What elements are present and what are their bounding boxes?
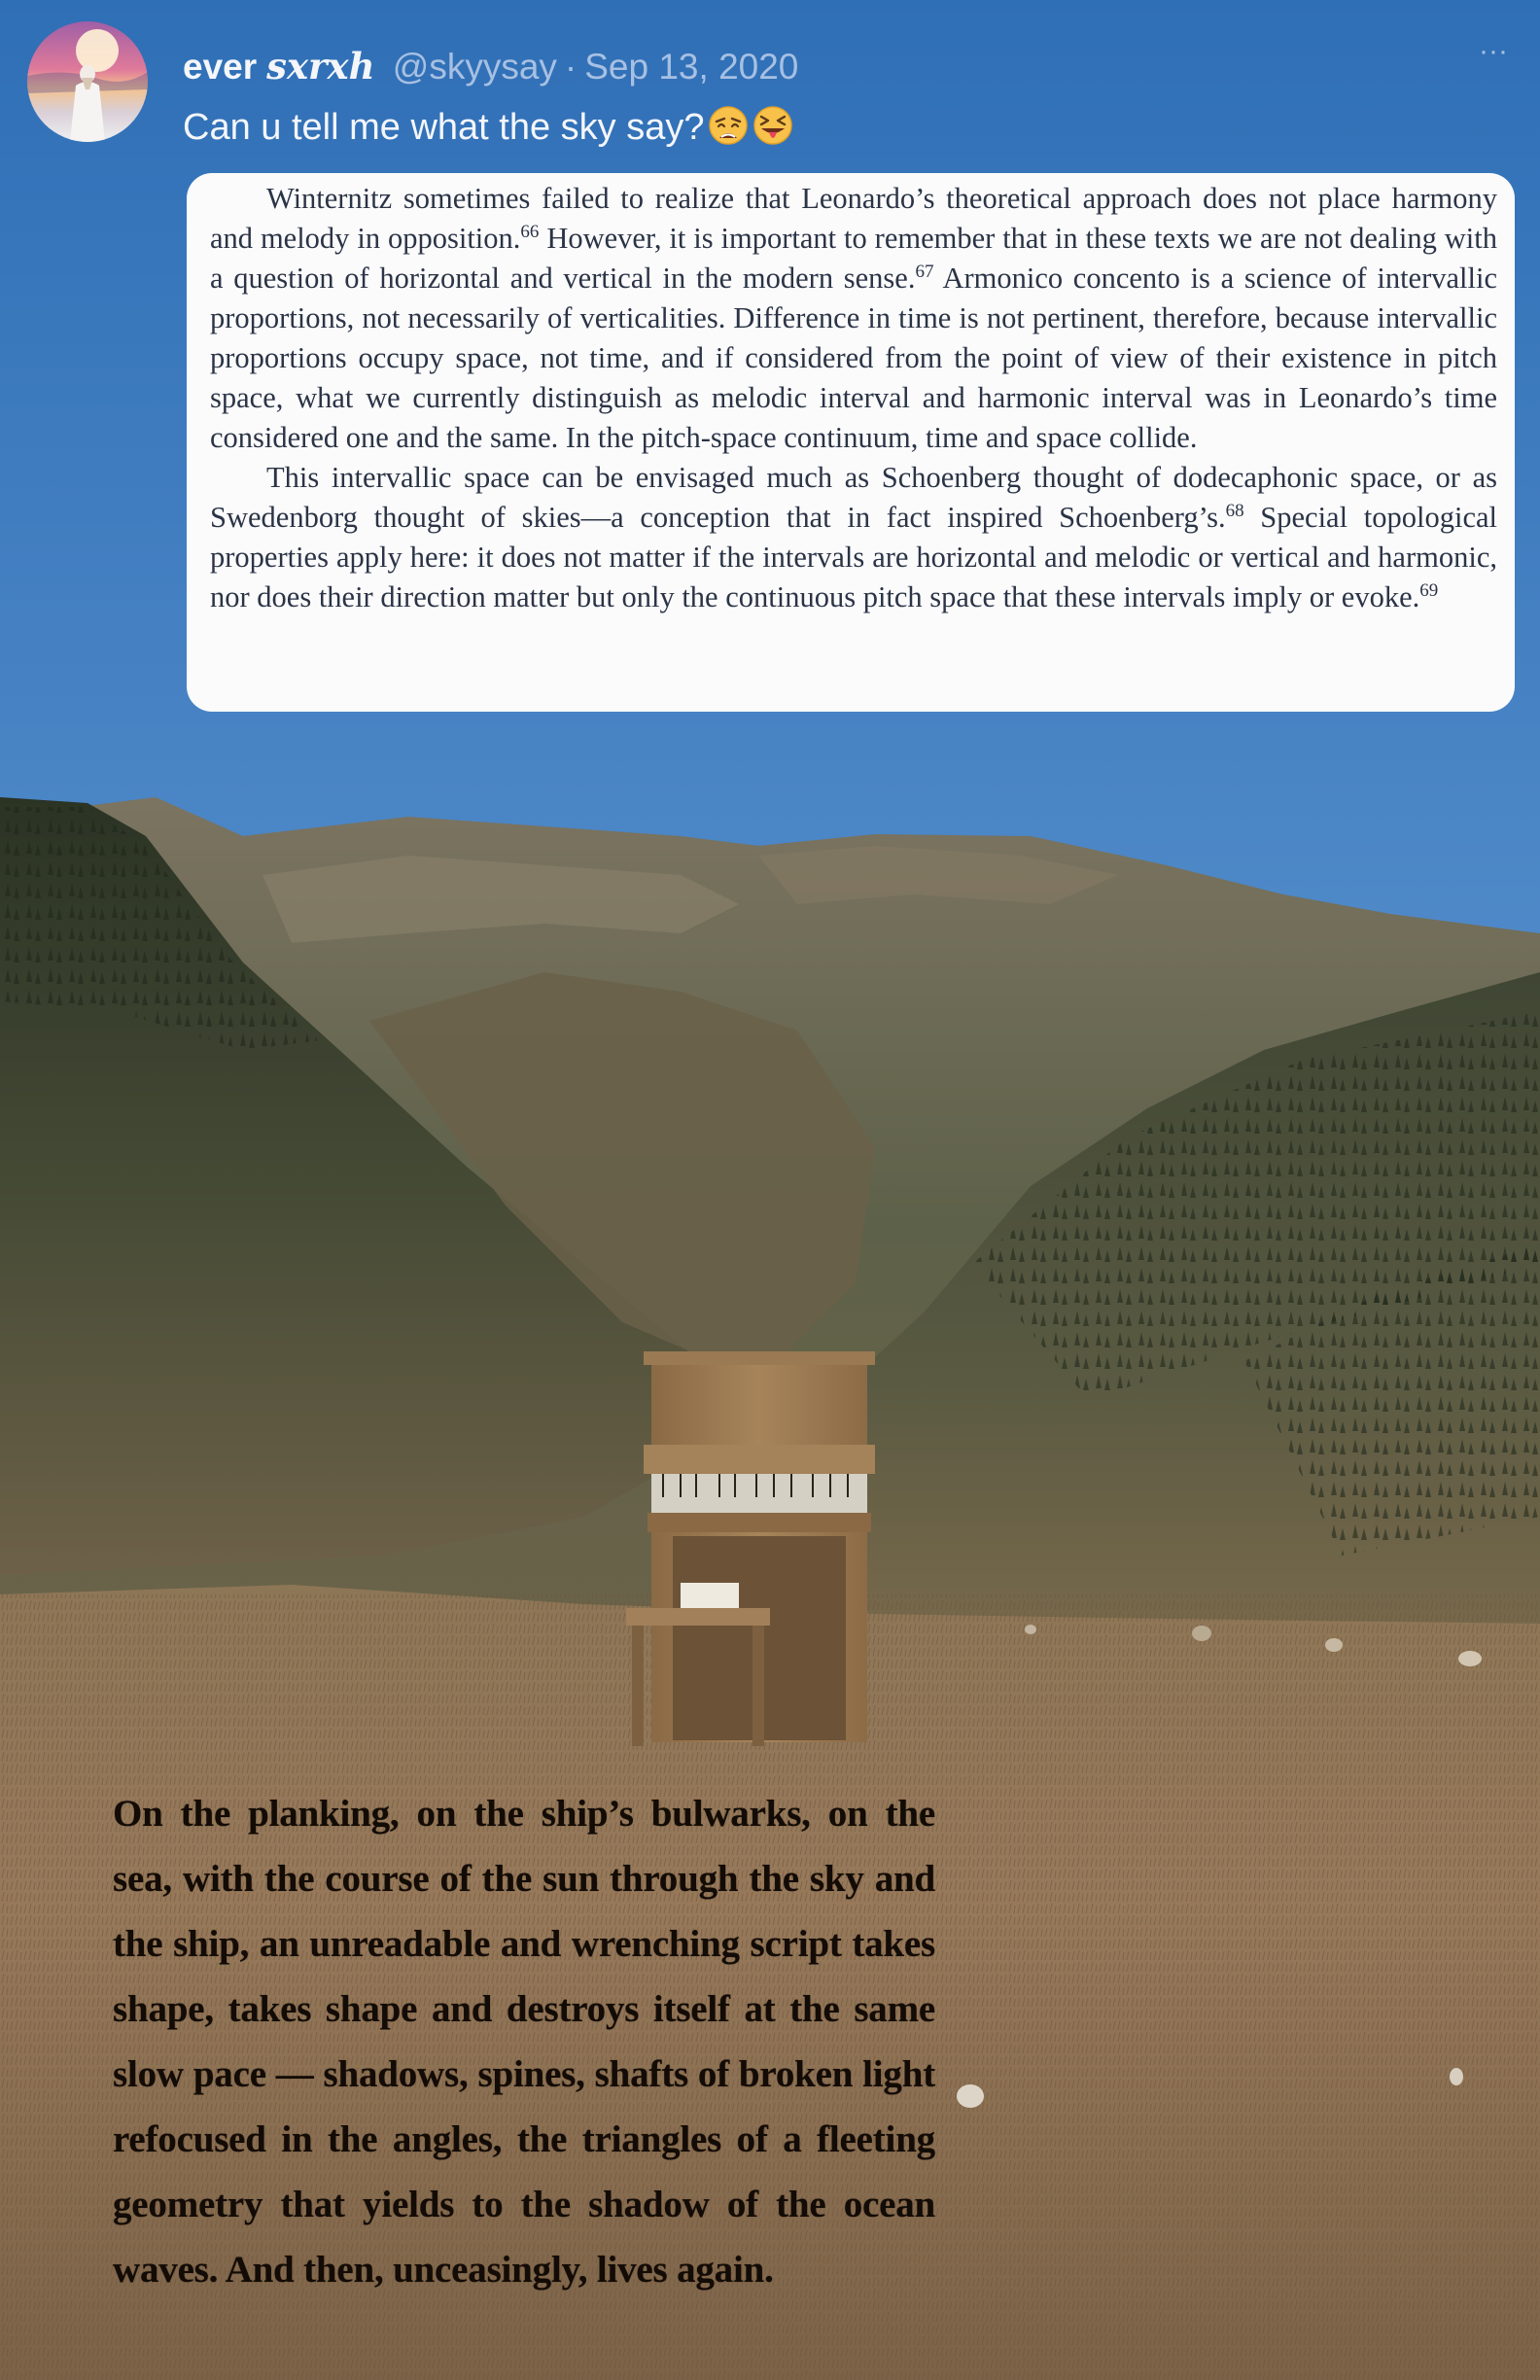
quoted-text-card: [187, 173, 1515, 712]
quote-text-segment: This intervallic space can be envisaged much as Schoenberg thought of dodecaphonic space, or as Swedenborg thought of skies—a conception that in fact inspired Schoenberg’s.: [210, 461, 1497, 534]
weary-face-emoji-icon: [708, 105, 749, 146]
tweet-text: [183, 104, 793, 151]
footnote-ref[interactable]: 68: [1225, 500, 1244, 521]
overlay-passage: On the planking, on the ship’s bulwarks, on the sea, with the course of the sun through the sky and the ship, an unreadable and wrenching script takes shape, takes shape and destroys itself at the same slow pace — shadows, spines, shafts of broken light refocused in the angles, the triangles of a fleeting geometry that yields to the shadow of the ocean waves. And then, unceasingly, lives again.: [113, 1793, 935, 2291]
avatar[interactable]: [27, 21, 148, 142]
quote-paragraph-1: [210, 179, 1497, 458]
squinting-tongue-emoji-icon: [752, 105, 793, 146]
tweet-date[interactable]: Sep 13, 2020: [584, 47, 799, 87]
footnote-ref[interactable]: 66: [520, 221, 540, 242]
display-name-script[interactable]: sxrxh: [266, 45, 375, 88]
tweet-header: [27, 21, 1524, 148]
footnote-ref[interactable]: 67: [915, 261, 934, 282]
more-dots-icon[interactable]: ···: [1479, 35, 1508, 67]
quote-paragraph-2: [210, 458, 1497, 617]
user-handle[interactable]: @skyysay: [392, 47, 557, 87]
tweet-body: Can u tell me what the sky say?: [183, 107, 705, 148]
quote-text-segment: Winternitz sometimes failed to realize that Leonardo’s theoretical approach does not place harmony and melody in opposition.: [210, 182, 1497, 255]
quote-text-segment: However, it is important to remember that in these texts we are not dealing with a question of horizontal and vertical in the modern sense.: [210, 222, 1497, 295]
display-name[interactable]: ever: [183, 47, 258, 87]
footnote-ref[interactable]: 69: [1419, 579, 1439, 601]
tweet-author-line: [183, 43, 798, 89]
quote-text-segment: Armonico concento is a science of intervallic proportions, not necessarily of verticalities. Difference in time is not pertinent, therefore, because intervallic proportions occupy space, not time, and if considered from the point of view of their existence in pitch space, what we currently distinguish as melodic interval and harmonic interval was in Leonardo’s time considered one and the same. In the pitch-space continuum, time and space collide.: [210, 262, 1497, 454]
quote-text-segment: Special topological properties apply here: it does not matter if the intervals are horizontal and melodic or vertical and harmonic, nor does their direction matter but only the continuous pitch space that these intervals imply or evoke.: [210, 501, 1497, 613]
separator-dot: ·: [564, 47, 578, 87]
